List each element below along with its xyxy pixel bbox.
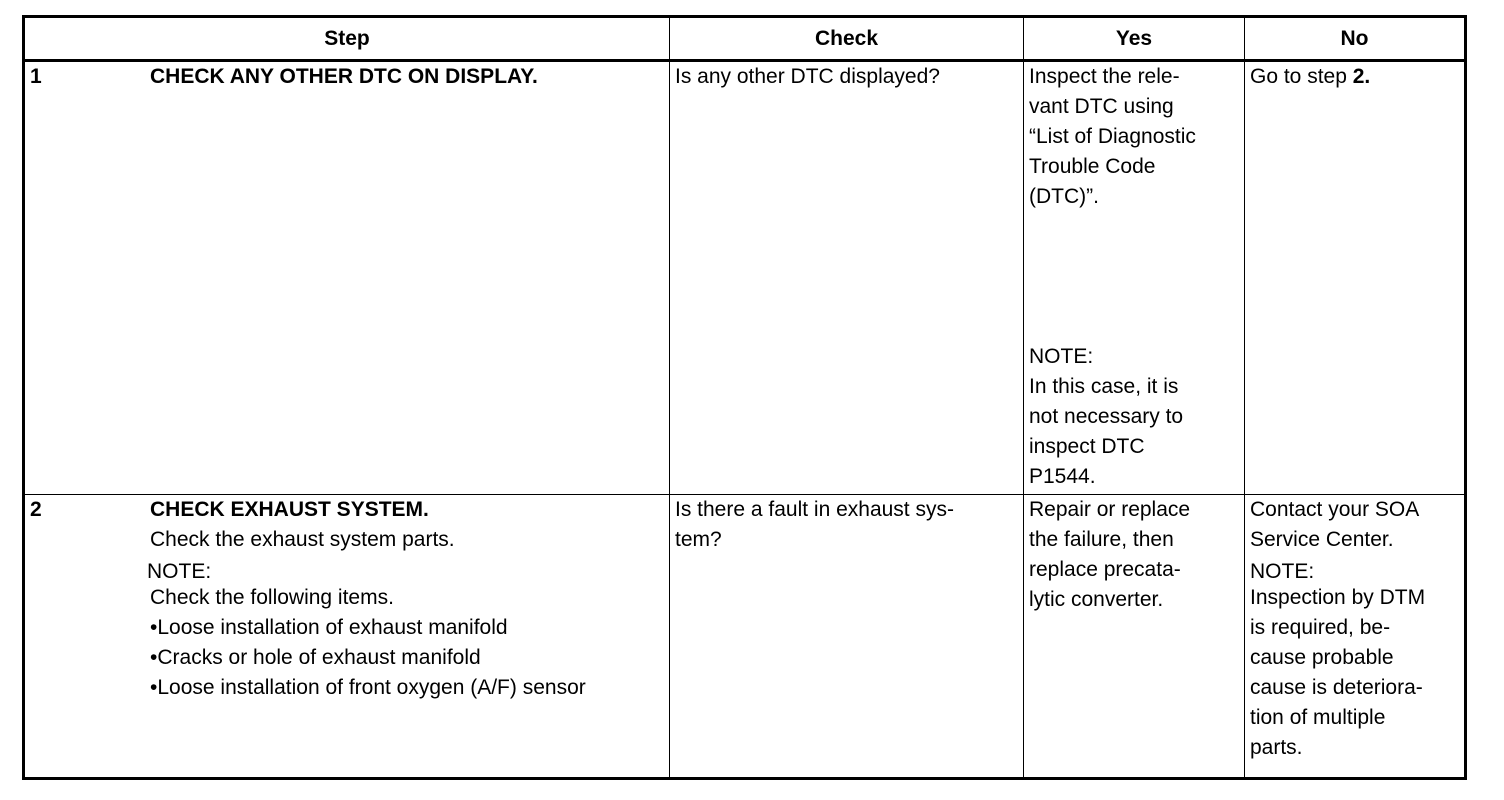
no-step-ref: 2. [1352,65,1371,88]
step-cell [24,61,670,495]
check-line: tem? [675,528,722,551]
note-line: not necessary to [1029,405,1184,428]
step-subtitle: Check the exhaust system parts. [150,528,455,551]
check-cell [670,61,1024,495]
note-line: P1544. [1029,465,1096,488]
yes-line: Repair or replace [1029,498,1191,521]
table-row [24,61,1466,495]
no-line: Contact your SOA [1250,498,1420,521]
yes-line: Trouble Code [1029,155,1156,178]
yes-line: Inspect the rele- [1029,65,1180,88]
yes-line: (DTC)”. [1029,185,1099,208]
check-question: Is any other DTC displayed? [675,65,940,88]
header-no: No [1245,17,1466,61]
note-intro: Check the following items. [150,586,394,609]
step-title: CHECK ANY OTHER DTC ON DISPLAY. [150,65,538,88]
yes-line: lytic converter. [1029,588,1164,611]
header-step: Step [24,17,670,61]
yes-line: the failure, then [1029,528,1174,551]
table-row [24,495,1466,779]
note-label: NOTE: [147,560,212,583]
note-line: tion of multiple [1250,706,1386,729]
no-cell [1245,61,1466,495]
note-label: NOTE: [1029,345,1094,368]
yes-line: “List of Diagnostic [1029,125,1196,148]
no-prefix: Go to step [1250,65,1353,88]
header-yes: Yes [1024,17,1245,61]
step-number: 1 [30,65,42,88]
note-line: parts. [1250,736,1303,759]
note-line: Inspection by DTM [1250,586,1426,609]
note-line: cause probable [1250,646,1394,669]
diagnostic-table [22,15,1467,780]
yes-line: replace precata- [1029,558,1181,581]
no-cell [1245,495,1466,779]
note-line: is required, be- [1250,616,1391,639]
header-row [24,17,1466,61]
no-text [1250,62,1459,92]
yes-cell [1024,495,1245,779]
note-line: cause is deteriora- [1250,676,1423,699]
note-line: inspect DTC [1029,435,1145,458]
note-line: In this case, it is [1029,375,1179,398]
check-cell [670,495,1024,779]
yes-cell [1024,61,1245,495]
list-item: •Loose installation of exhaust manifold [150,616,508,639]
step-title: CHECK EXHAUST SYSTEM. [150,498,429,521]
check-line: Is there a fault in exhaust sys- [675,498,954,521]
note-label: NOTE: [1250,560,1315,583]
step-cell [24,495,670,779]
step-number: 2 [30,498,42,521]
list-item: •Cracks or hole of exhaust manifold [150,646,481,669]
no-line: Service Center. [1250,528,1394,551]
list-item: •Loose installation of front oxygen (A/F) sensor [150,676,586,699]
yes-note [1029,342,1239,492]
header-check: Check [670,17,1024,61]
yes-line: vant DTC using [1029,95,1174,118]
